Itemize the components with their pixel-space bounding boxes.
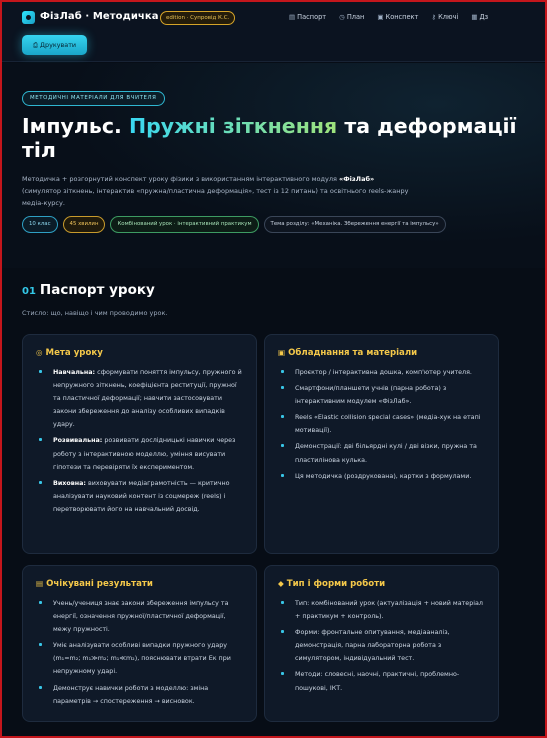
list-item <box>277 470 487 483</box>
item-text: Уміє аналізувати особливі випадки пружного удару (m₁=m₂; m₁≫m₂; m₁≪m₂), пояснювати втрати Eк при непружному ударі. <box>53 642 231 676</box>
logo-icon[interactable] <box>22 11 35 24</box>
item-label: Навчальна: <box>53 369 96 376</box>
card-equipment <box>264 334 499 554</box>
list-item <box>35 477 245 516</box>
edition-badge: edition · Супровід К.С. <box>160 11 235 25</box>
notes-icon: ▣ <box>377 13 384 21</box>
list-item <box>35 366 245 431</box>
card-list <box>277 366 487 486</box>
list-item <box>35 434 245 473</box>
key-icon: ⚷ <box>431 13 437 21</box>
document-icon: ▤ <box>36 579 44 588</box>
card-title <box>36 348 103 358</box>
calendar-icon: ▦ <box>471 13 478 21</box>
chip-topic: Тема розділу: «Механіка. Збереження енергії та імпульсу» <box>264 216 446 233</box>
card-title <box>36 579 153 589</box>
card-title-text: Тип і форми роботи <box>286 579 386 589</box>
title-part: та деформації тіл <box>22 114 517 162</box>
item-text: сформувати поняття імпульсу, пружного й непружного зіткнень, коефіцієнта реституції, пружної та пластичної деформації; навчити застосовувати закони збереження до аналізу особливих випадків удару. <box>53 369 242 429</box>
item-text: розвивати дослідницькі навички через роботу з інтерактивною моделлю, уміння висувати гіпотези та перевіряти їх експериментом. <box>53 437 236 471</box>
item-text: Методи: словесні, наочні, практичні, проблемно-пошукові, ІКТ. <box>295 671 460 692</box>
list-item <box>277 597 487 623</box>
title-accent: Пружні зіткнення <box>128 114 338 138</box>
item-text: Ця методичка (роздрукована), картки з формулами. <box>295 472 472 480</box>
nav-link-label: Ключі <box>438 13 459 21</box>
section-number: 01 <box>22 286 36 297</box>
clock-icon: ◷ <box>339 13 345 21</box>
nav-link-label: Паспорт <box>297 13 327 21</box>
diamond-icon: ◆ <box>278 579 284 588</box>
lede-part: (симулятор зіткнень, інтерактив «пружна/пластична деформація», тест із 12 питань) та освітнього reels-жанру медіа-курсу. <box>22 187 409 207</box>
section-subtitle: Стисло: що, навіщо і чим проводимо урок. <box>22 309 168 317</box>
list-item <box>277 440 487 466</box>
chip-grade: 10 клас <box>22 216 58 233</box>
card-work-forms <box>264 565 499 722</box>
nav-links <box>289 13 501 21</box>
nav-link-keys[interactable] <box>431 13 458 21</box>
title-part: Імпульс. <box>22 114 129 138</box>
nav-link-label: Конспект <box>385 13 419 21</box>
card-title <box>278 579 385 589</box>
list-item <box>277 668 487 694</box>
lede-text <box>22 173 414 209</box>
nav-link-plan[interactable] <box>339 13 364 21</box>
print-button[interactable]: ⎙ Друкувати <box>22 35 87 55</box>
chip-lesson-type: Комбінований урок · інтерактивний практикум <box>110 216 258 233</box>
card-list <box>35 366 245 519</box>
card-list <box>277 597 487 698</box>
list-item <box>35 597 245 636</box>
list-item <box>277 366 487 379</box>
card-title-text: Очікувані результати <box>46 579 153 589</box>
item-text: виховувати медіаграмотність — критично аналізувати науковий контент із соцмереж (reels) і перетворювати його на навчальний досвід. <box>53 479 230 513</box>
nav-link-passport[interactable] <box>289 13 326 21</box>
passport-icon: ▤ <box>289 13 296 21</box>
brand-title[interactable]: ФізЛаб · Методичка <box>40 11 159 22</box>
card-lesson-goal <box>22 334 257 554</box>
card-title-text: Мета уроку <box>45 348 103 358</box>
nav-link-label: План <box>346 13 365 21</box>
section-title-text: Паспорт уроку <box>39 282 155 298</box>
item-text: Демонстрації: дві більярдні кулі / дві візки, пружна та пластилінова кулька. <box>295 443 477 464</box>
hero-section <box>2 63 545 268</box>
nav-link-homework[interactable] <box>471 13 488 21</box>
eyebrow-badge: МЕТОДИЧНІ МАТЕРІАЛИ ДЛЯ ВЧИТЕЛЯ <box>22 91 165 106</box>
item-text: Смартфони/планшети учнів (парна робота) з інтерактивним модулем «ФізЛаб». <box>295 385 447 406</box>
target-icon: ◎ <box>36 348 43 357</box>
item-text: Учень/учениця знає закони збереження імпульсу та енергії, означення пружної/пластичної деформації, межу пружності. <box>53 600 229 634</box>
list-item <box>277 382 487 408</box>
card-expected-results <box>22 565 257 722</box>
list-item <box>277 626 487 665</box>
card-title <box>278 348 417 358</box>
nav-link-label: Дз <box>479 13 489 21</box>
list-item <box>277 411 487 437</box>
meta-chips <box>22 216 451 233</box>
section-title <box>22 282 155 298</box>
item-label: Виховна: <box>53 479 86 487</box>
chip-duration: 45 хвилин <box>63 216 106 233</box>
list-item <box>35 639 245 678</box>
list-item <box>35 682 245 708</box>
item-label: Розвивальна: <box>53 437 103 445</box>
item-text: Демонструє навички роботи з моделлю: зміна параметрів → спостереження → висновок. <box>53 684 209 705</box>
item-text: Тип: комбінований урок (актуалізація + новий матеріал + практикум + контроль). <box>295 600 483 621</box>
box-icon: ▣ <box>278 348 286 357</box>
page-title <box>22 114 522 162</box>
card-title-text: Обладнання та матеріали <box>288 348 418 358</box>
nav-link-summary[interactable] <box>377 13 418 21</box>
item-text: Reels «Elastic collision special cases» (медіа-хук на етапі мотивації). <box>295 414 481 435</box>
item-text: Проєктор / інтерактивна дошка, комп'ютер учителя. <box>295 369 472 376</box>
top-nav <box>2 2 545 62</box>
lede-part: Методичка + розгорнутий конспект уроку фізики з використанням інтерактивного модуля <box>22 175 340 183</box>
card-list <box>35 597 245 711</box>
lede-brand: «ФізЛаб» <box>339 175 375 183</box>
item-text: Форми: фронтальне опитування, медіааналіз, демонстрація, парна лабораторна робота з симулятором, індивідуальний тест. <box>295 629 450 663</box>
